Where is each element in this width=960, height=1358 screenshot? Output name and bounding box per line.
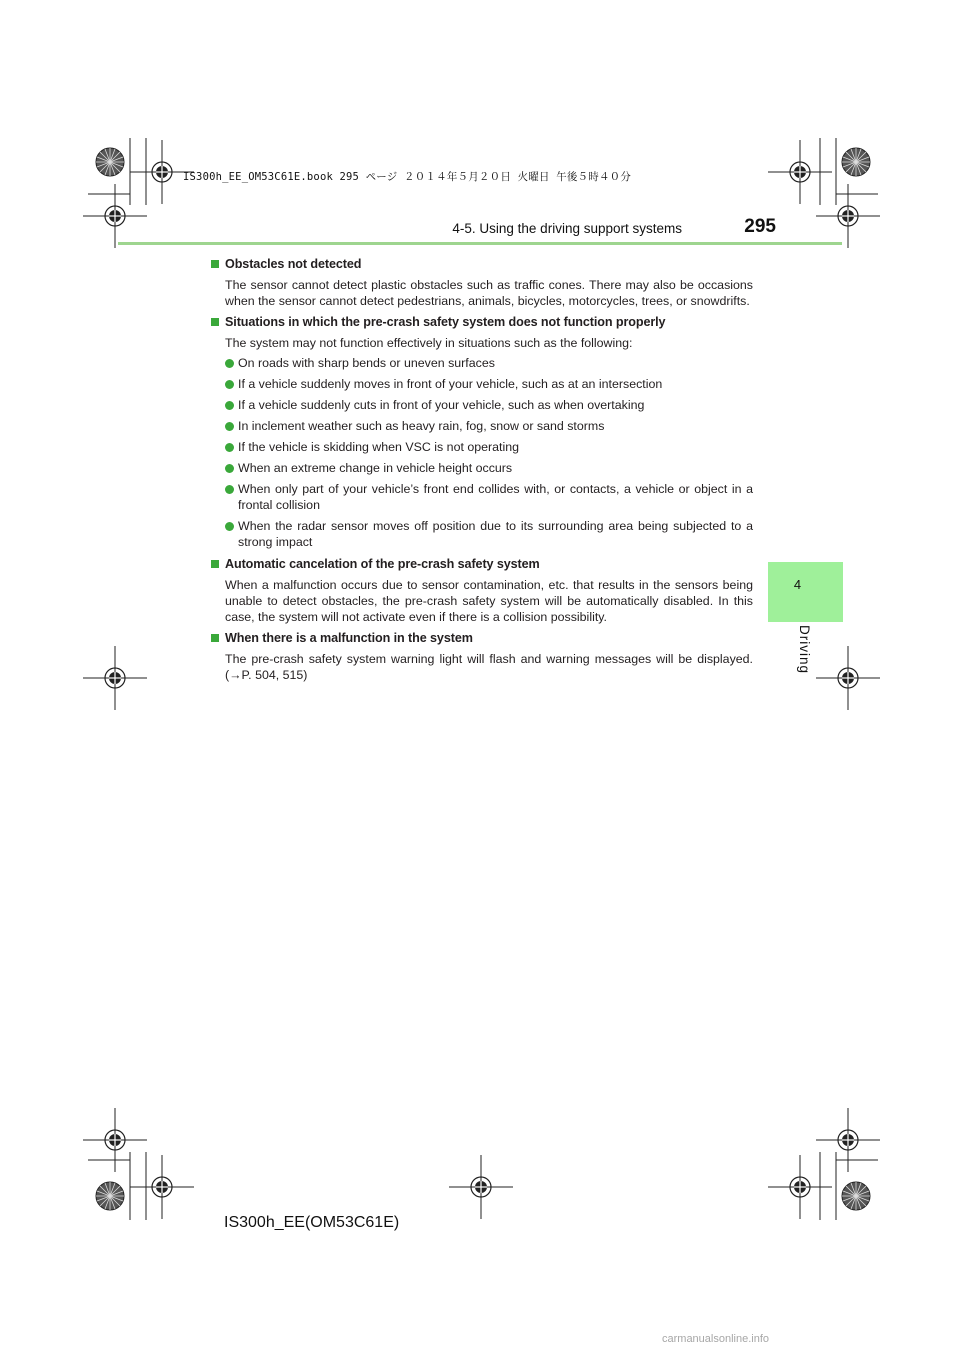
circle-bullet-icon	[225, 422, 234, 431]
square-bullet-icon	[211, 560, 219, 568]
page-number: 295	[744, 216, 776, 237]
circle-bullet-icon	[225, 443, 234, 452]
list-item	[225, 376, 753, 392]
footer-manual-code: IS300h_EE(OM53C61E)	[224, 1214, 400, 1231]
circle-bullet-icon	[225, 464, 234, 473]
section-automatic-cancelation	[211, 555, 753, 625]
section-body: When a malfunction occurs due to sensor contamination, etc. that results in the sensors being unable to detect obstacles, the pre-crash safety system will be automatically disabled. In this case, the system will not activate even if there is a collision possibility.	[225, 578, 753, 624]
list-item-text: In inclement weather such as heavy rain, fog, snow or sand storms	[238, 419, 605, 433]
section-obstacles-not-detected	[211, 255, 753, 309]
list-item-text: If a vehicle suddenly cuts in front of your vehicle, such as when overtaking	[238, 398, 645, 412]
list-item	[225, 460, 753, 476]
section-title: 4-5. Using the driving support systems	[452, 221, 682, 236]
section-body: The system may not function effectively in situations such as the following:	[225, 336, 633, 350]
circle-bullet-icon	[225, 522, 234, 531]
section-heading	[211, 629, 753, 647]
section-system-malfunction	[211, 629, 753, 683]
circle-bullet-icon	[225, 485, 234, 494]
list-item-text: On roads with sharp bends or uneven surfaces	[238, 356, 495, 370]
list-item	[225, 439, 753, 455]
section-heading-text: When there is a malfunction in the system	[225, 631, 473, 645]
square-bullet-icon	[211, 318, 219, 326]
section-heading-text: Obstacles not detected	[225, 257, 362, 271]
circle-bullet-icon	[225, 401, 234, 410]
section-heading-text: Situations in which the pre-crash safety system does not function properly	[225, 315, 666, 329]
list-item	[225, 418, 753, 434]
list-item	[225, 518, 753, 550]
print-header: IS300h_EE_OM53C61E.book 295 ページ ２０１４年５月２０日 火曜日 午後５時４０分	[183, 171, 632, 183]
list-item-text: When the radar sensor moves off position due to its surrounding area being subjected to a strong impact	[238, 519, 753, 549]
square-bullet-icon	[211, 260, 219, 268]
square-bullet-icon	[211, 634, 219, 642]
page-content	[211, 255, 753, 687]
chapter-number: 4	[793, 577, 802, 592]
list-item-text: When an extreme change in vehicle height occurs	[238, 461, 513, 475]
section-body: The pre-crash safety system warning light will flash and warning messages will be displayed. (→P. 504, 515)	[225, 652, 753, 682]
situation-list	[225, 355, 753, 550]
watermark: carmanualsonline.info	[662, 1333, 770, 1345]
list-item-text: If a vehicle suddenly moves in front of your vehicle, such as at an intersection	[238, 377, 663, 391]
section-heading-text: Automatic cancelation of the pre-crash safety system	[225, 557, 540, 571]
header-rule	[118, 242, 842, 245]
list-item-text: When only part of your vehicle’s front end collides with, or contacts, a vehicle or object in a frontal collision	[238, 482, 753, 512]
list-item	[225, 481, 753, 513]
list-item	[225, 355, 753, 371]
circle-bullet-icon	[225, 380, 234, 389]
chapter-label: Driving	[797, 625, 812, 675]
chapter-tab	[768, 562, 843, 622]
list-item	[225, 397, 753, 413]
section-situations-not-functioning	[211, 313, 753, 550]
circle-bullet-icon	[225, 359, 234, 368]
list-item-text: If the vehicle is skidding when VSC is not operating	[238, 440, 520, 454]
section-body: The sensor cannot detect plastic obstacles such as traffic cones. There may also be occasions when the sensor cannot detect pedestrians, animals, bicycles, motorcycles, trees, or snowdrifts.	[225, 278, 753, 308]
section-heading	[211, 555, 753, 573]
section-heading	[211, 313, 753, 331]
section-heading	[211, 255, 753, 273]
